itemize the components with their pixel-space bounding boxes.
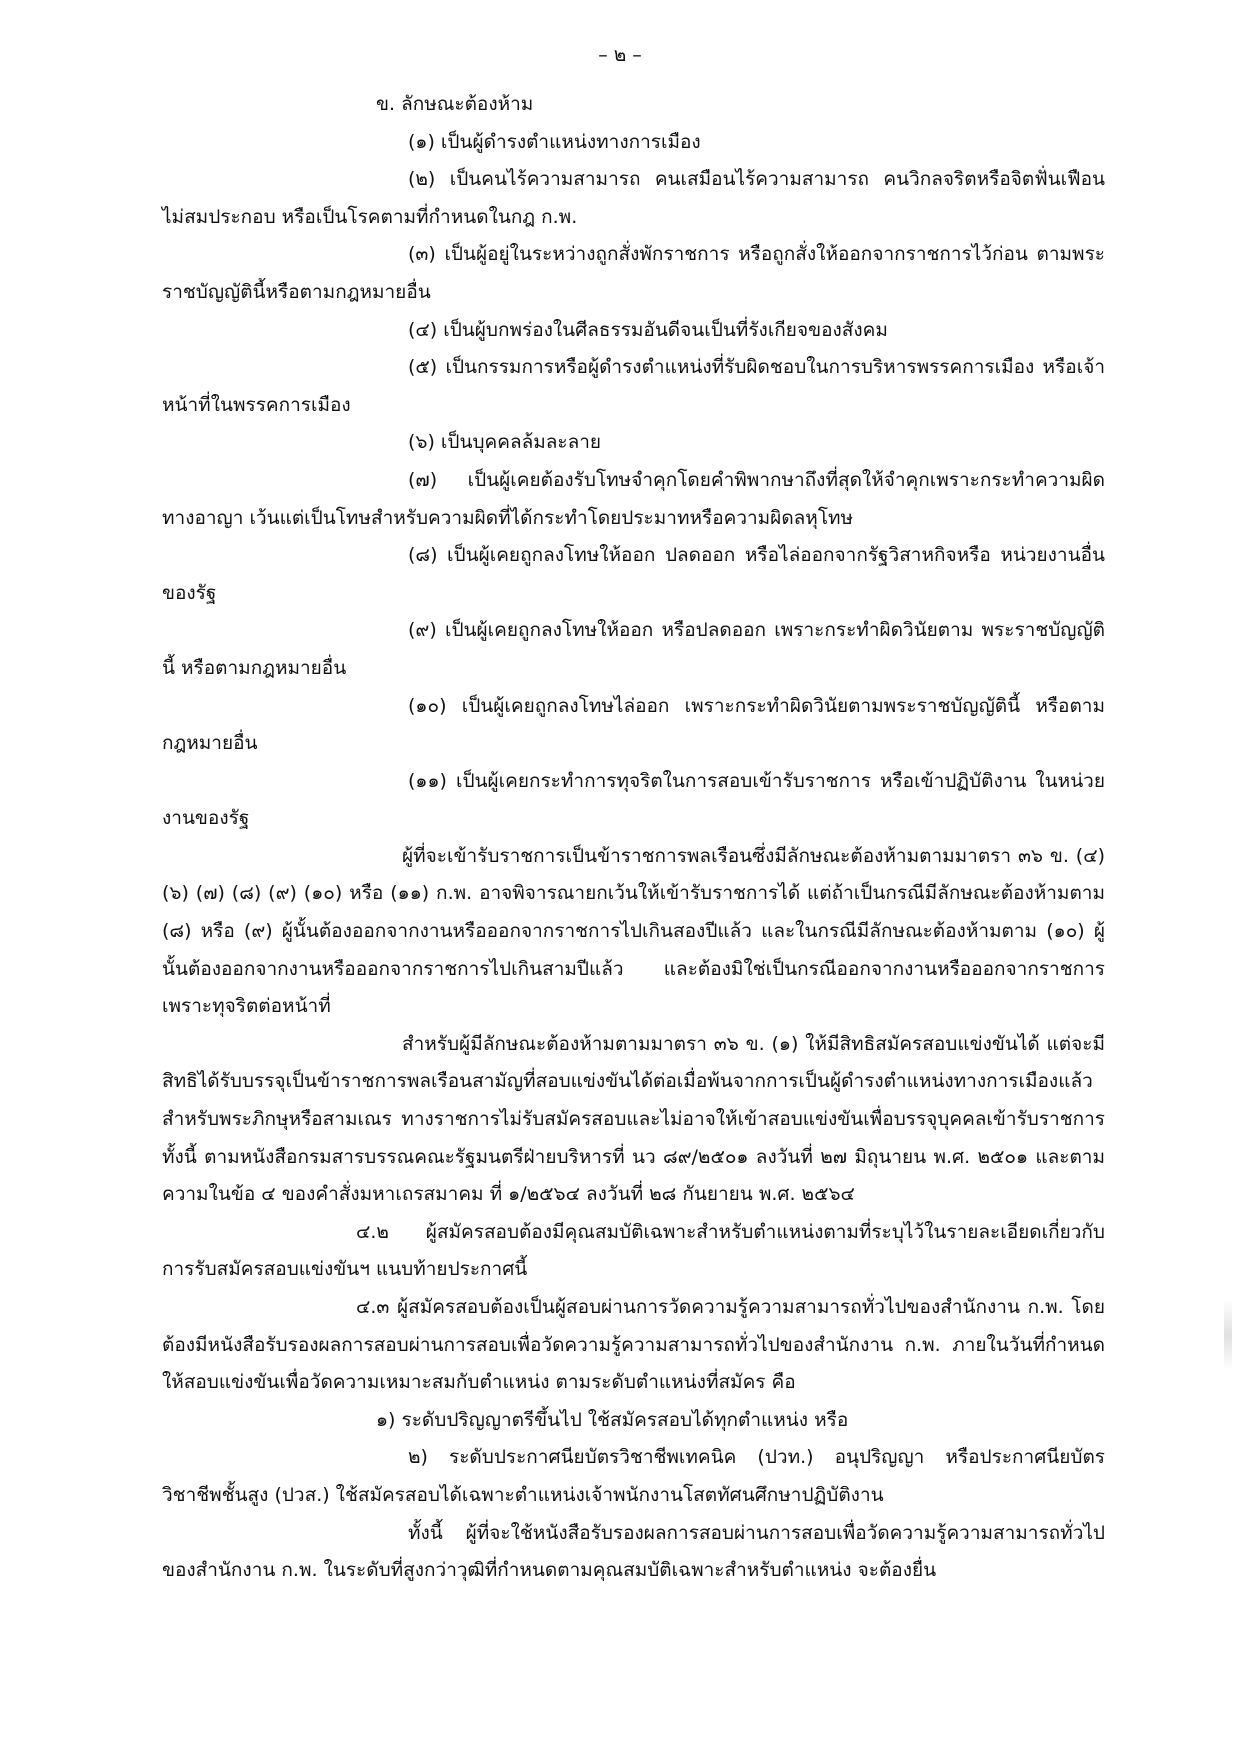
political-position-paragraph: สำหรับผู้มีลักษณะต้องห้ามตามมาตรา ๓๖ ข. (๑) ให้มีสิทธิสมัครสอบแข่งขันได้ แต่จะมีสิทธิได้รับบรรจุเป็นข้าราชการพลเรือนสามัญที่สอบแข่งขันได้ต่อเมื่อพ้นจากการเป็นผู้ดำรงตำแหน่งทางการเมืองแล้ว สำหรับพระภิกษุหรือสามเณร ทางราชการไม่รับสมัครสอบและไม่อาจให้เข้าสอบแข่งขันเพื่อบรรจุบุคคลเข้ารับราชการ ทั้งนี้ ตามหนังสือกรมสารบรรณคณะรัฐมนตรีฝ่ายบริหารที่ นว ๘๙/๒๕๐๑ ลงวันที่ ๒๗ มิถุนายน พ.ศ. ๒๕๐๑ และตามความในข้อ ๔ ของคำสั่งมหาเถรสมาคม ที่ ๑/๒๕๖๔ ลงวันที่ ๒๘ กันยายน พ.ศ. ๒๕๖๔ xyxy=(162,1032,1105,1206)
document-body xyxy=(162,86,1105,1590)
exception-paragraph: ผู้ที่จะเข้ารับราชการเป็นข้าราชการพลเรือนซึ่งมีลักษณะต้องห้ามตามมาตรา ๓๖ ข. (๔) (๖) (๗) (๘) (๙) (๑๐) หรือ (๑๑) ก.พ. อาจพิจารณายกเว้นให้เข้ารับราชการได้ แต่ถ้าเป็นกรณีมีลักษณะต้องห้ามตาม (๘) หรือ (๙) ผู้นั้นต้องออกจากงานหรือออกจากราชการไปเกินสองปีแล้ว และในกรณีมีลักษณะต้องห้ามตาม (๑๐) ผู้นั้นต้องออกจากงานหรือออกจากราชการไปเกินสามปีแล้ว และต้องมิใช่เป็นกรณีออกจากงานหรือออกจากราชการเพราะทุจริตต่อหน้าที่ xyxy=(162,844,1105,1018)
prohibition-item-4: (๔) เป็นผู้บกพร่องในศีลธรรมอันดีจนเป็นที่รังเกียจของสังคม xyxy=(408,318,888,341)
level-item-1: ๑) ระดับปริญญาตรีขึ้นไป ใช้สมัครสอบได้ทุกตำแหน่ง หรือ xyxy=(376,1408,849,1431)
prohibition-item-9: (๙) เป็นผู้เคยถูกลงโทษให้ออก หรือปลดออก เพราะกระทำผิดวินัยตาม พระราชบัญญัตินี้ หรือตามกฎหมายอื่น xyxy=(162,619,1105,679)
prohibition-item-6: (๖) เป็นบุคคลล้มละลาย xyxy=(408,431,602,454)
section-4-3-paragraph: ๔.๓ ผู้สมัครสอบต้องเป็นผู้สอบผ่านการวัดความรู้ความสามารถทั่วไปของสำนักงาน ก.พ. โดยต้องมีหนังสือรับรองผลการสอบผ่านการสอบเพื่อวัดความรู้ความสามารถทั่วไปของสำนักงาน ก.พ. ภายในวันที่กำหนดให้สอบแข่งขันเพื่อวัดความเหมาะสมกับตำแหน่ง ตามระดับตำแหน่งที่สมัคร คือ xyxy=(162,1296,1105,1394)
margin-mark xyxy=(1224,1300,1232,1370)
prohibition-item-2: (๒) เป็นคนไร้ความสามารถ คนเสมือนไร้ความสามารถ คนวิกลจริตหรือจิตฟั่นเฟือน ไม่สมประกอบ หรือเป็นโรคตามที่กำหนดในกฎ ก.พ. xyxy=(162,168,1105,228)
section-4-2-paragraph: ๔.๒ ผู้สมัครสอบต้องมีคุณสมบัติเฉพาะสำหรับตำแหน่งตามที่ระบุไว้ในรายละเอียดเกี่ยวกับการรับสมัครสอบแข่งขันฯ แนบท้ายประกาศนี้ xyxy=(162,1220,1105,1281)
level-item-2: ๒) ระดับประกาศนียบัตรวิชาชีพเทคนิค (ปวท.) อนุปริญญา หรือประกาศนียบัตร วิชาชีพชั้นสูง (ปวส.) ใช้สมัครสอบได้เฉพาะตำแหน่งเจ้าพนักงานโสตทัศนศึกษาปฏิบัติงาน xyxy=(162,1446,1105,1506)
prohibition-item-11: (๑๑) เป็นผู้เคยกระทำการทุจริตในการสอบเข้ารับราชการ หรือเข้าปฏิบัติงาน ในหน่วยงานของรัฐ xyxy=(162,769,1105,830)
prohibition-item-10: (๑๐) เป็นผู้เคยถูกลงโทษไล่ออก เพราะกระทำผิดวินัยตามพระราชบัญญัตินี้ หรือตามกฎหมายอื่น xyxy=(162,694,1105,755)
page-number: – ๒ – xyxy=(598,44,642,66)
prohibition-item-1: (๑) เป็นผู้ดำรงตำแหน่งทางการเมือง xyxy=(408,130,701,153)
prohibition-item-5: (๕) เป็นกรรมการหรือผู้ดำรงตำแหน่งที่รับผิดชอบในการบริหารพรรคการเมือง หรือเจ้าหน้าที่ในพรรคการเมือง xyxy=(162,356,1105,416)
section-b-heading: ข. ลักษณะต้องห้าม xyxy=(376,93,534,115)
prohibition-item-8: (๘) เป็นผู้เคยถูกลงโทษให้ออก ปลดออก หรือไล่ออกจากรัฐวิสาหกิจหรือ หน่วยงานอื่นของรัฐ xyxy=(162,544,1105,604)
section-4-3-note: ทั้งนี้ ผู้ที่จะใช้หนังสือรับรองผลการสอบผ่านการสอบเพื่อวัดความรู้ความสามารถทั่วไปของสำนักงาน ก.พ. ในระดับที่สูงกว่าวุฒิที่กำหนดตามคุณสมบัติเฉพาะสำหรับตำแหน่ง จะต้องยื่น xyxy=(162,1521,1105,1582)
prohibition-item-3: (๓) เป็นผู้อยู่ในระหว่างถูกสั่งพักราชการ หรือถูกสั่งให้ออกจากราชการไว้ก่อน ตามพระราชบัญญัตินี้หรือตามกฎหมายอื่น xyxy=(162,243,1105,303)
prohibition-item-7: (๗) เป็นผู้เคยต้องรับโทษจำคุกโดยคำพิพากษาถึงที่สุดให้จำคุกเพราะกระทำความผิดทางอาญา เว้นแต่เป็นโทษสำหรับความผิดที่ได้กระทำโดยประมาทหรือความผิดลหุโทษ xyxy=(162,468,1105,529)
